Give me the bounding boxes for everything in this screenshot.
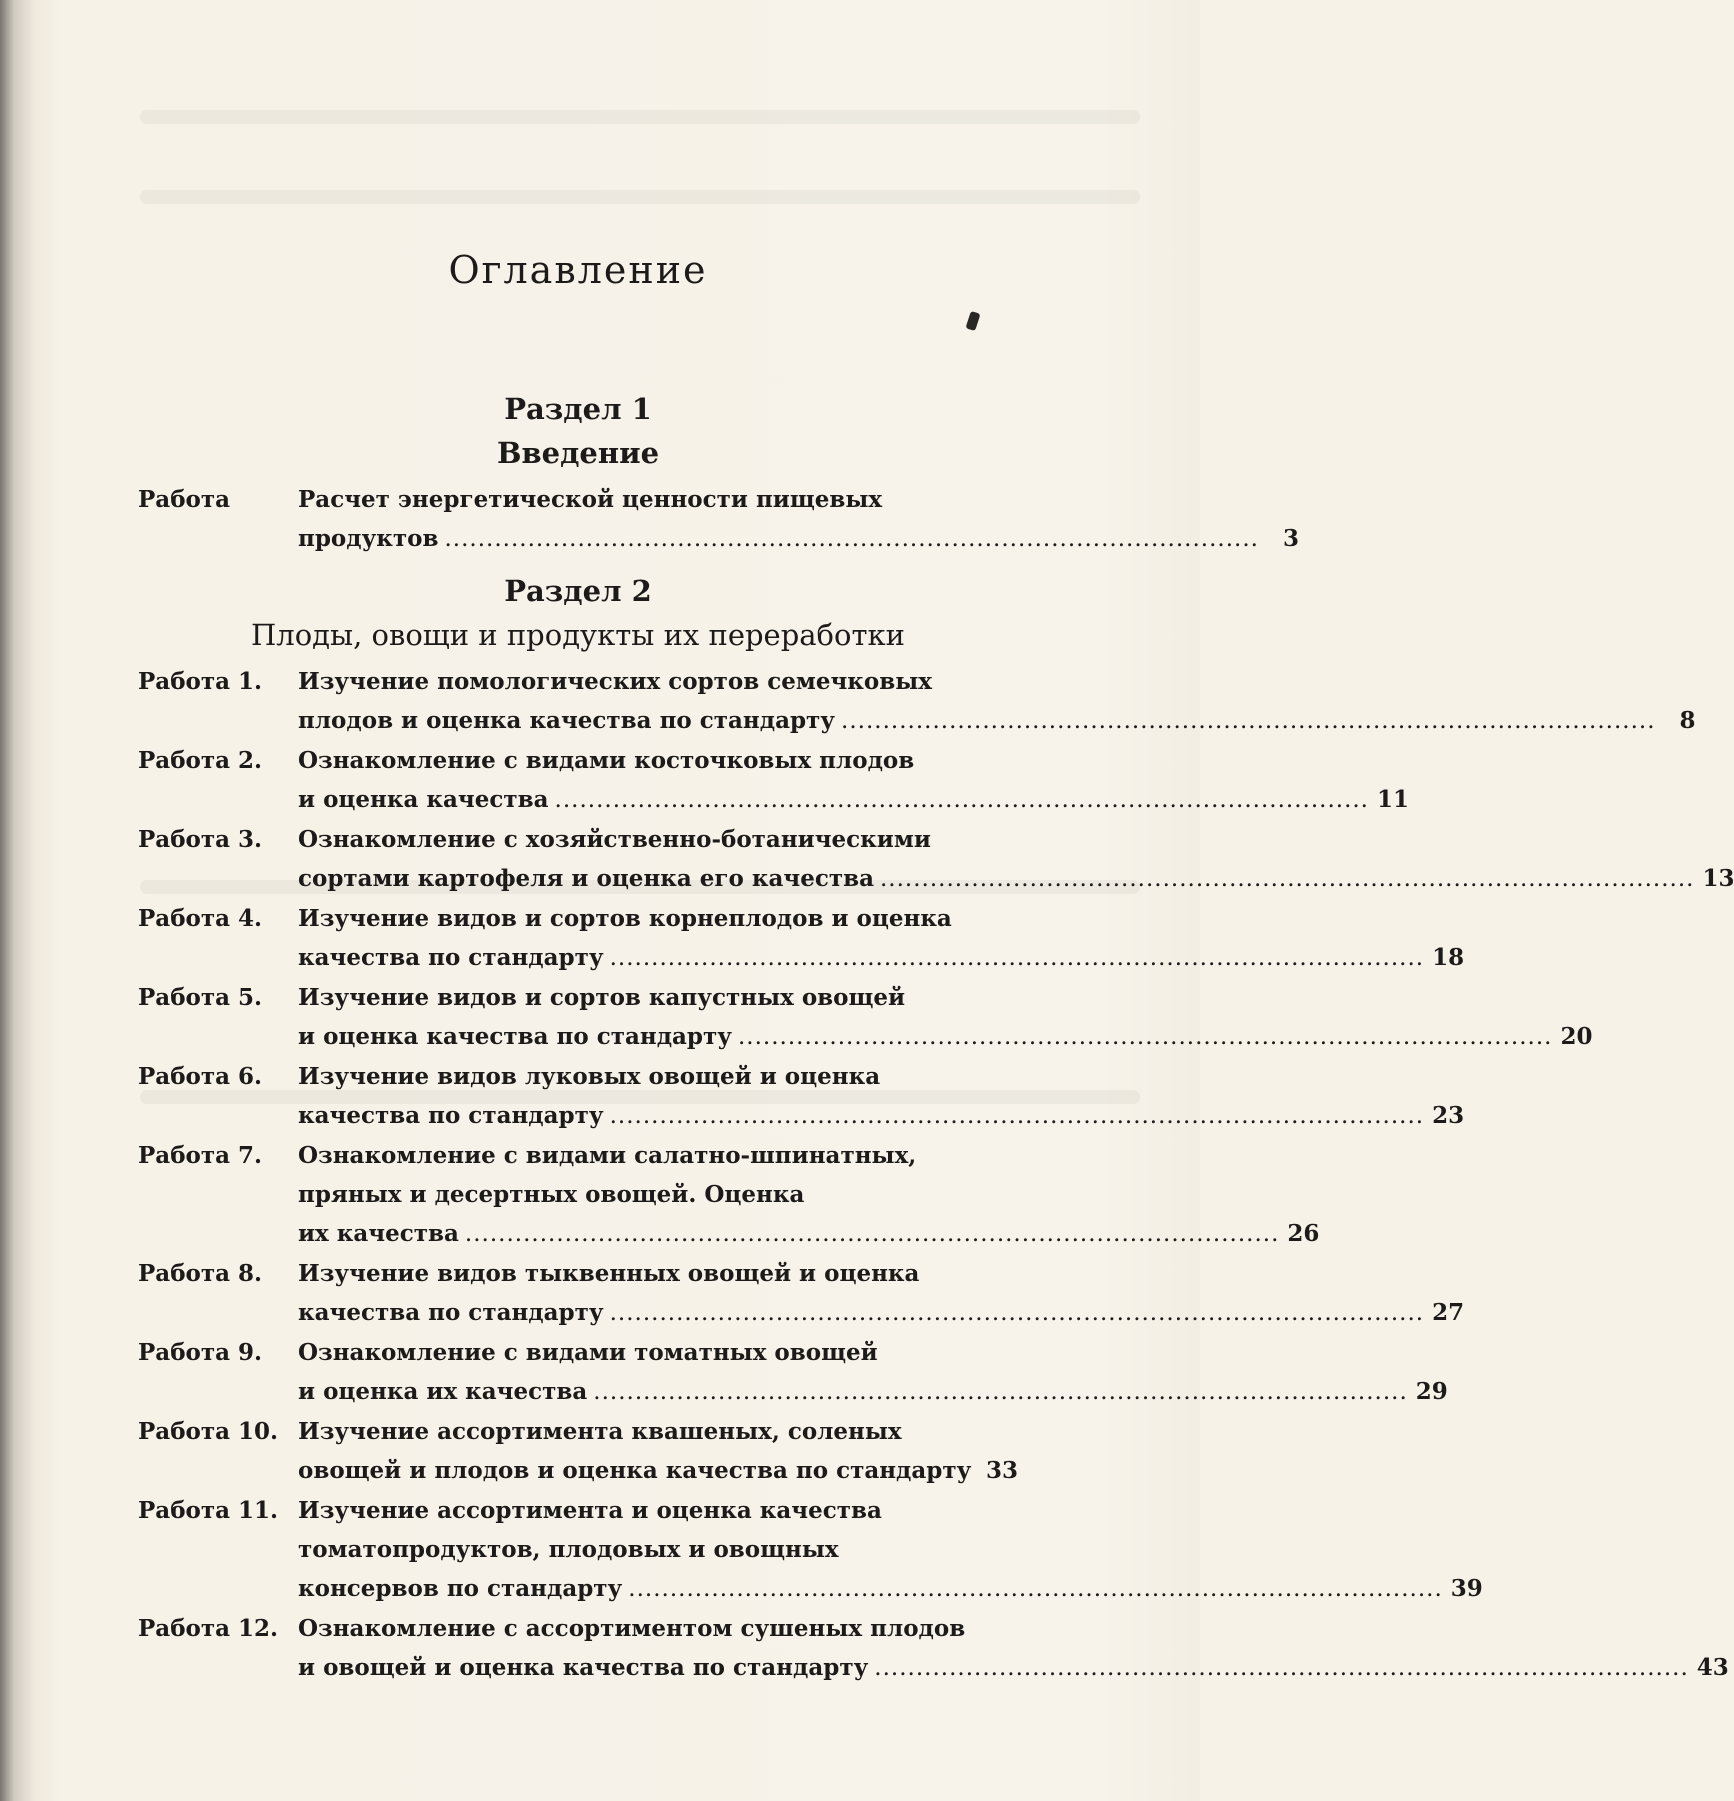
entry-page-number: 23 <box>1430 1096 1464 1135</box>
entry-title-line: Расчет энергетической ценности пищевых <box>298 480 1018 519</box>
entry-page-number: 18 <box>1430 938 1464 977</box>
section-1-name: Введение <box>138 436 1018 470</box>
entry-title-line: Ознакомление с хозяйственно-ботаническими <box>298 820 1018 859</box>
entry-title-line: овощей и плодов и оценка качества по стандарту <box>298 1451 971 1490</box>
ink-mark <box>965 311 980 331</box>
entry-page-number: 39 <box>1449 1569 1483 1608</box>
entry-label: Работа 10. <box>138 1412 278 1451</box>
entry-title-line: Ознакомление с видами томатных овощей <box>298 1333 1018 1372</box>
entry-title-line: Изучение видов луковых овощей и оценка <box>298 1057 1018 1096</box>
dot-leader: .................................................................................................. <box>610 1294 1424 1333</box>
entry-title-line: плодов и оценка качества по стандарту <box>298 701 835 740</box>
entry-page-number: 8 <box>1662 701 1696 740</box>
entry-title-line: качества по стандарту <box>298 1096 604 1135</box>
entry-page-number: 27 <box>1430 1293 1464 1332</box>
entry-page-number: 13 <box>1700 859 1734 898</box>
entry-label: Работа 7. <box>138 1136 262 1175</box>
entry-title-line: их качества <box>298 1214 459 1253</box>
entry-page-number: 33 <box>984 1451 1018 1490</box>
entry-title-line: качества по стандарту <box>298 1293 604 1332</box>
bleed-through-line <box>140 110 1140 124</box>
bleed-through-line <box>140 190 1140 204</box>
entry-title-line: пряных и десертных овощей. Оценка <box>298 1175 1018 1214</box>
entry-label: Работа 6. <box>138 1057 262 1096</box>
entry-label: Работа 2. <box>138 741 262 780</box>
entry-title-line: Изучение видов и сортов капустных овощей <box>298 978 1018 1017</box>
dot-leader: .................................................................................................. <box>610 939 1424 978</box>
entry-title-line: Изучение видов тыквенных овощей и оценка <box>298 1254 1018 1293</box>
dot-leader: .................................................................................................. <box>465 1215 1279 1254</box>
dot-leader: .................................................................................................. <box>610 1097 1424 1136</box>
entry-title-line: и оценка качества <box>298 780 549 819</box>
section-2-number: Раздел 2 <box>138 574 1018 608</box>
dot-leader: .................................................................................................. <box>628 1570 1442 1609</box>
entry-title-line: томатопродуктов, плодовых и овощных <box>298 1530 1018 1569</box>
section-2-name: Плоды, овощи и продукты их переработки <box>138 618 1018 652</box>
entry-label: Работа 8. <box>138 1254 262 1293</box>
book-page <box>0 0 1200 1801</box>
entry-title-line: Ознакомление с видами салатно-шпинатных, <box>298 1136 1018 1175</box>
entry-title-line: Ознакомление с ассортиментом сушеных плодов <box>298 1609 1018 1648</box>
entry-page-number: 11 <box>1375 780 1409 819</box>
entry-label: Работа 5. <box>138 978 262 1017</box>
dot-leader: .................................................................................................. <box>874 1649 1688 1688</box>
entry-title-line: Изучение видов и сортов корнеплодов и оценка <box>298 899 1018 938</box>
entry-title-line: Ознакомление с видами косточковых плодов <box>298 741 1018 780</box>
dot-leader: .................................................................................................. <box>738 1018 1552 1057</box>
entry-title-line: продуктов <box>298 519 439 558</box>
entry-page-number: 20 <box>1558 1017 1592 1056</box>
dot-leader: .................................................................................................. <box>841 702 1655 741</box>
entry-title-line: качества по стандарту <box>298 938 604 977</box>
entry-title-line: Изучение помологических сортов семечковых <box>298 662 1018 701</box>
entry-label: Работа 11. <box>138 1491 278 1530</box>
dot-leader: .................................................................................................. <box>880 860 1694 899</box>
section-1-number: Раздел 1 <box>138 392 1018 426</box>
entry-label: Работа 4. <box>138 899 262 938</box>
entry-title-line: и оценка их качества <box>298 1372 587 1411</box>
entry-title-line: и овощей и оценка качества по стандарту <box>298 1648 868 1687</box>
entry-label: Работа 3. <box>138 820 262 859</box>
entry-label: Работа 12. <box>138 1609 278 1648</box>
entry-title-line: сортами картофеля и оценка его качества <box>298 859 874 898</box>
entry-label: Работа <box>138 480 230 519</box>
entry-page-number: 43 <box>1695 1648 1729 1687</box>
dot-leader: .................................................................................................. <box>555 781 1369 820</box>
entry-title-line: консервов по стандарту <box>298 1569 622 1608</box>
entry-label: Работа 9. <box>138 1333 262 1372</box>
entry-page-number: 26 <box>1285 1214 1319 1253</box>
entry-label: Работа 1. <box>138 662 262 701</box>
entry-title-line: Изучение ассортимента и оценка качества <box>298 1491 1018 1530</box>
entry-page-number: 29 <box>1414 1372 1448 1411</box>
dot-leader: .................................................................................................. <box>593 1373 1407 1412</box>
dot-leader: .................................................................................................. <box>445 520 1259 559</box>
page-title: Оглавление <box>138 248 1018 292</box>
entry-title-line: Изучение ассортимента квашеных, соленых <box>298 1412 1018 1451</box>
entry-page-number: 3 <box>1265 519 1299 558</box>
entry-title-line: и оценка качества по стандарту <box>298 1017 732 1056</box>
